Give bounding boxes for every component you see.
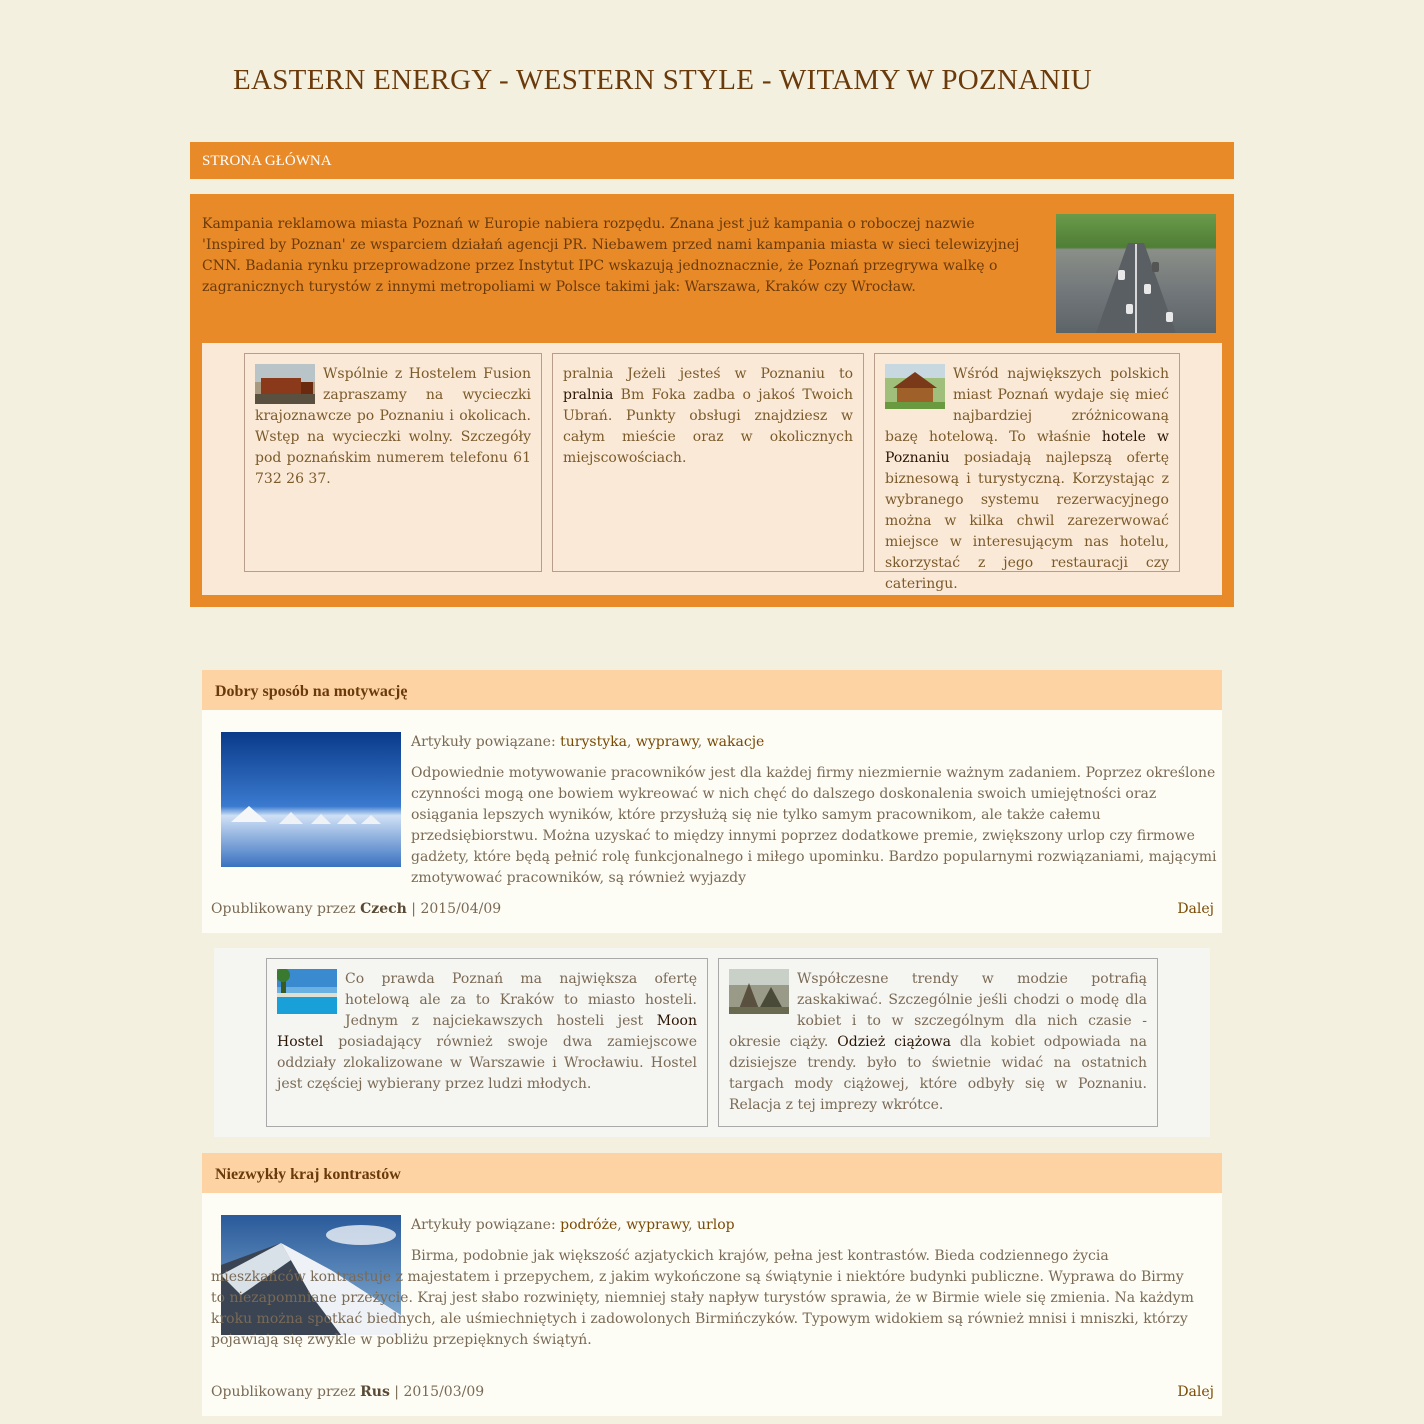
byline-label: Opublikowany przez: [211, 1384, 356, 1400]
hotele-link[interactable]: hotele w Poznaniu: [885, 429, 1170, 466]
nav-home-link[interactable]: STRONA GŁÓWNA: [202, 153, 332, 169]
byline-label: Opublikowany przez: [211, 901, 356, 917]
pralnia-link[interactable]: pralnia: [563, 387, 614, 403]
tag-link[interactable]: wyprawy: [635, 734, 698, 750]
main-navbar: [190, 142, 1234, 179]
article-body: Birma, podobnie jak większość azjatyckich krajów, pełna jest kontrastów. Bieda codziennego życia mieszkańców kontrastuje z majestatem i przepychem, z jakim wykończone są świątynie i niektóre budynki publiczne. Wyprawa do Birmy to niezapomniane przeżycie. Kraj jest słabo rozwinięty, niemniej stały napływ turystów sprawia, że w Birmie wiele się zmienia. Na każdym kroku można spotkać biednych, ale uśmiechniętych i zadowolonych Birmińczyków. Typowym widokiem są również mnisi i mniszki, którzy pojawiają się zwykle w pobliżu przepięknych świątyń.: [211, 1248, 1194, 1348]
train-thumb-icon: [255, 364, 315, 404]
read-more-link[interactable]: Dalej: [1177, 1384, 1214, 1400]
car-shape: [1166, 312, 1173, 322]
car-shape: [1144, 284, 1151, 294]
article-body: Odpowiednie motywowanie pracowników jest dla każdej firmy niezmiernie ważnym zadaniem. Poprzez określone czynności mogą one bowiem wykreować w nich chęć do dalszego doskonalenia swoich umiejętności oraz osiągania lepszych wyników, które przysłużą się nie tylko samym pracownikom, ale także całemu przedsiębiorstwu. Można uzyskać to między innymi poprzez dodatkowe premie, zwiększony urlop czy firmowe gadżety, które będą pełnić rolę funkcjonalnego i miłego upominku. Bardzo popularnymi rozwiązaniami, mającymi zmotywować pracowników, są również wyjazdy: [411, 765, 1217, 886]
promo-strip: [214, 948, 1210, 1137]
card-pralnia-text-before: pralnia Jeżeli jesteś w Poznaniu to: [563, 366, 853, 382]
hero-text: Kampania reklamowa miasta Poznań w Europie nabiera rozpędu. Znana jest już kampania o roboczej nazwie 'Inspired by Poznan' ze wsparciem działań agencji PR. Niebawem przed nami kampania miasta w sieci telewizyjnej CNN. Badania rynku przeprowadzone przez Instytut IPC wskazują jednoznacznie, że Poznań przegrywa walkę o zagranicznych turystów z innymi metropoliami w Polsce takimi jak: Warszawa, Kraków czy Wrocław.: [202, 216, 1020, 295]
card-pralnia: [552, 353, 864, 572]
tag-link[interactable]: turystyka: [560, 734, 627, 750]
tag-link[interactable]: urlop: [697, 1217, 735, 1233]
author-name: Rus: [360, 1384, 390, 1400]
article-byline: [211, 901, 501, 917]
related-label: Artykuły powiązane:: [411, 1217, 556, 1233]
hero-section: [190, 194, 1234, 607]
moon-hostel-link[interactable]: Moon Hostel: [277, 1013, 697, 1050]
read-more-link[interactable]: Dalej: [1177, 901, 1214, 917]
article-kontrasty: [202, 1153, 1222, 1416]
tag-link[interactable]: wyprawy: [626, 1217, 689, 1233]
card-odziez: [718, 958, 1158, 1127]
article-date: | 2015/04/09: [411, 901, 502, 917]
card-hostel-fusion-text: Wspólnie z Hostelem Fusion zapraszamy na wycieczki krajoznawcze po Poznaniu i okolicach. Wstęp na wycieczki wolny. Szczegóły pod poznańskim numerem telefonu 61 732 26 37.: [255, 366, 531, 487]
tag-link[interactable]: podróże: [560, 1217, 618, 1233]
salt-flats-image: [221, 732, 401, 867]
related-articles: Artykuły powiązane: podróże, wyprawy, urlop: [411, 1217, 735, 1233]
tag-link[interactable]: wakacje: [706, 734, 765, 750]
site-title: EASTERN ENERGY - WESTERN STYLE - WITAMY W POZNANIU: [233, 64, 1092, 96]
car-shape: [1126, 304, 1133, 314]
article-motywacja: [202, 670, 1222, 933]
related-label: Artykuły powiązane:: [411, 734, 556, 750]
pool-thumb-icon: [277, 969, 337, 1014]
card-odziez-text-before: Współczesne trendy w modzie potrafią zaskakiwać. Szczególnie jeśli chodzi o modę dla kobiet i to w szczególnym dla nich czasie - okresie ciąży.: [729, 971, 1147, 1050]
highway-image: [1056, 214, 1216, 333]
card-odziez-text-after: dla kobiet odpowiada na dzisiejsze trendy. było to świetnie widać na ostatnich targach mody ciążowej, które odbyły się w Poznaniu. Relacja z tej imprezy wkrótce.: [729, 1034, 1147, 1113]
card-hotele-text-before: Wśród największych polskich miast Poznań wydaje się mieć najbardziej zróżnicowaną bazę hotelową. To właśnie: [885, 366, 1169, 445]
related-articles: Artykuły powiązane: turystyka, wyprawy, wakacje: [411, 734, 765, 750]
hotel-thumb-icon: [885, 364, 945, 409]
article-title[interactable]: Dobry sposób na motywację: [202, 670, 1222, 710]
card-moon-text-after: posiadający również swoje dwa zamiejscowe oddziały zlokalizowane w Warszawie i Wrocławiu. Hostel jest częściej wybierany przez ludzi młodych.: [277, 1034, 697, 1092]
lane-line: [1135, 244, 1137, 333]
fashion-thumb-icon: [729, 969, 789, 1014]
card-moon-text-before: Co prawda Poznań ma największa ofertę hotelową ale za to Kraków to miasto hosteli. Jednym z najciekawszych hosteli jest: [345, 971, 697, 1029]
card-hotele-text-after: posiadają najlepszą ofertę biznesową i turystyczną. Korzystając z wybranego systemu rezerwacyjnego można w kilka chwil zarezerwować miejsce w interesującym nas hotelu, skorzystać z jego restauracji czy cateringu.: [885, 450, 1169, 592]
card-moon-hostel: [266, 958, 708, 1127]
author-name: Czech: [360, 901, 407, 917]
cards-panel: [202, 343, 1222, 595]
article-byline: [211, 1384, 484, 1400]
card-hostel-fusion: [244, 353, 542, 572]
car-shape: [1152, 262, 1159, 272]
card-hotele: [874, 353, 1180, 592]
article-title[interactable]: Niezwykły kraj kontrastów: [202, 1153, 1222, 1193]
odziez-ciazowa-link[interactable]: Odzież ciążowa: [837, 1034, 951, 1050]
card-pralnia-text-after: Bm Foka zadba o jakoś Twoich Ubrań. Punkty obsługi znajdziesz w całym mieście oraz w okolicznych miejscowościach.: [563, 387, 853, 466]
car-shape: [1118, 270, 1125, 280]
article-date: | 2015/03/09: [394, 1384, 485, 1400]
